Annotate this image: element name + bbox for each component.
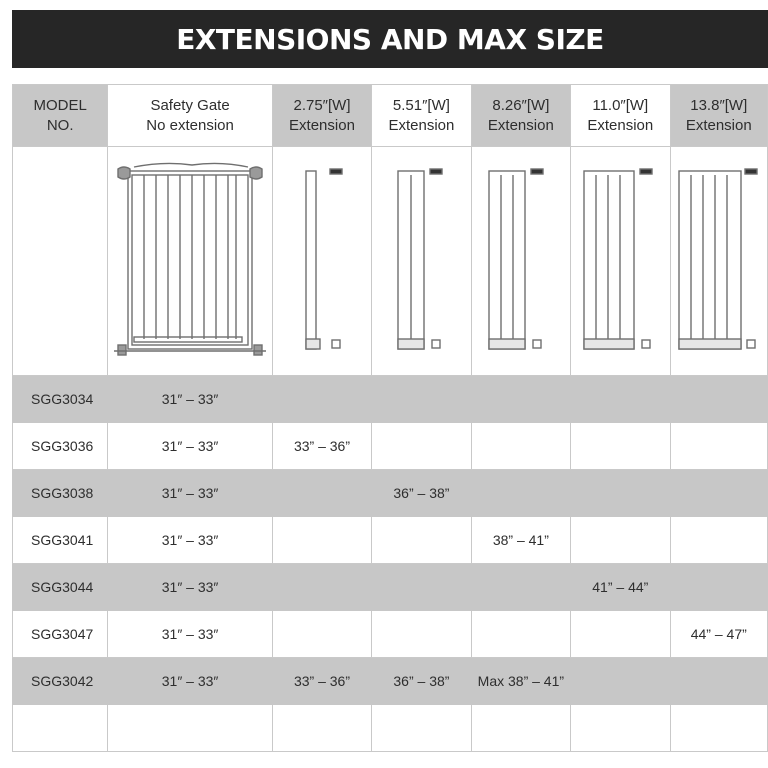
ext1-range-cell: 33” – 36” [272,423,371,470]
empty-cell [372,705,471,752]
ext3-range-cell [471,611,570,658]
table-row [13,611,768,658]
ext1-range-cell: 33” – 36” [272,658,371,705]
empty-cell [108,705,272,752]
ext4-range-cell [571,470,670,517]
extensions-table [12,84,768,752]
ext2-range-cell [372,376,471,423]
ext3-range-cell [471,470,570,517]
ext2-range-cell [372,517,471,564]
ext5-range-cell: 44” – 47” [670,611,767,658]
table-row [13,423,768,470]
header-safety-gate: Safety Gate No extension [108,85,272,147]
model-cell: SGG3036 [13,423,108,470]
image-cell-ext-8-26 [471,147,570,376]
extension-11-0-illustration [580,161,660,361]
ext3-range-cell [471,376,570,423]
model-cell: SGG3044 [13,564,108,611]
empty-cell [670,705,767,752]
gate-range-cell: 31″ – 33″ [108,658,272,705]
extension-8-26-illustration [481,161,561,361]
ext3-range-cell [471,564,570,611]
ext3-range-cell: 38” – 41” [471,517,570,564]
model-cell: SGG3034 [13,376,108,423]
gate-range-cell: 31″ – 33″ [108,611,272,658]
header-ext-13-8: 13.8″[W] Extension [670,85,767,147]
model-cell: SGG3038 [13,470,108,517]
image-cell-model [13,147,108,376]
table-row [13,376,768,423]
page-title: EXTENSIONS AND MAX SIZE [176,22,604,56]
ext1-range-cell [272,564,371,611]
empty-row [13,705,768,752]
empty-cell [571,705,670,752]
ext5-range-cell [670,376,767,423]
ext4-range-cell [571,376,670,423]
image-cell-ext-13-8 [670,147,767,376]
ext5-range-cell [670,423,767,470]
header-ext-2-75: 2.75″[W] Extension [272,85,371,147]
gate-range-cell: 31″ – 33″ [108,517,272,564]
empty-cell [272,705,371,752]
table-row [13,470,768,517]
illustration-row [13,147,768,376]
ext2-range-cell [372,423,471,470]
header-ext-8-26: 8.26″[W] Extension [471,85,570,147]
ext2-range-cell: 36” – 38” [372,470,471,517]
gate-range-cell: 31″ – 33″ [108,470,272,517]
gate-range-cell: 31″ – 33″ [108,564,272,611]
ext5-range-cell [670,658,767,705]
ext2-range-cell [372,611,471,658]
ext4-range-cell [571,658,670,705]
empty-cell [13,705,108,752]
title-banner [12,10,768,68]
model-cell: SGG3047 [13,611,108,658]
ext4-range-cell [571,517,670,564]
image-cell-ext-5-51 [372,147,471,376]
header-model: MODEL NO. [13,85,108,147]
image-cell-ext-2-75 [272,147,371,376]
image-cell-gate [108,147,272,376]
extension-5-51-illustration [386,161,456,361]
extension-2-75-illustration [292,161,352,361]
safety-gate-illustration [114,161,266,361]
ext5-range-cell [670,470,767,517]
ext3-range-cell [471,423,570,470]
ext3-range-cell: Max 38” – 41” [471,658,570,705]
ext4-range-cell: 41” – 44” [571,564,670,611]
ext1-range-cell [272,517,371,564]
header-ext-11-0: 11.0″[W] Extension [571,85,670,147]
empty-cell [471,705,570,752]
image-cell-ext-11-0 [571,147,670,376]
header-row [13,85,768,147]
ext2-range-cell: 36” – 38” [372,658,471,705]
ext1-range-cell [272,611,371,658]
gate-range-cell: 31″ – 33″ [108,423,272,470]
ext4-range-cell [571,423,670,470]
ext5-range-cell [670,564,767,611]
ext1-range-cell [272,470,371,517]
table-row [13,564,768,611]
model-cell: SGG3042 [13,658,108,705]
table-row [13,658,768,705]
extension-13-8-illustration [675,161,763,361]
gate-range-cell: 31″ – 33″ [108,376,272,423]
model-cell: SGG3041 [13,517,108,564]
table-row [13,517,768,564]
header-ext-5-51: 5.51″[W] Extension [372,85,471,147]
ext4-range-cell [571,611,670,658]
ext1-range-cell [272,376,371,423]
ext2-range-cell [372,564,471,611]
ext5-range-cell [670,517,767,564]
